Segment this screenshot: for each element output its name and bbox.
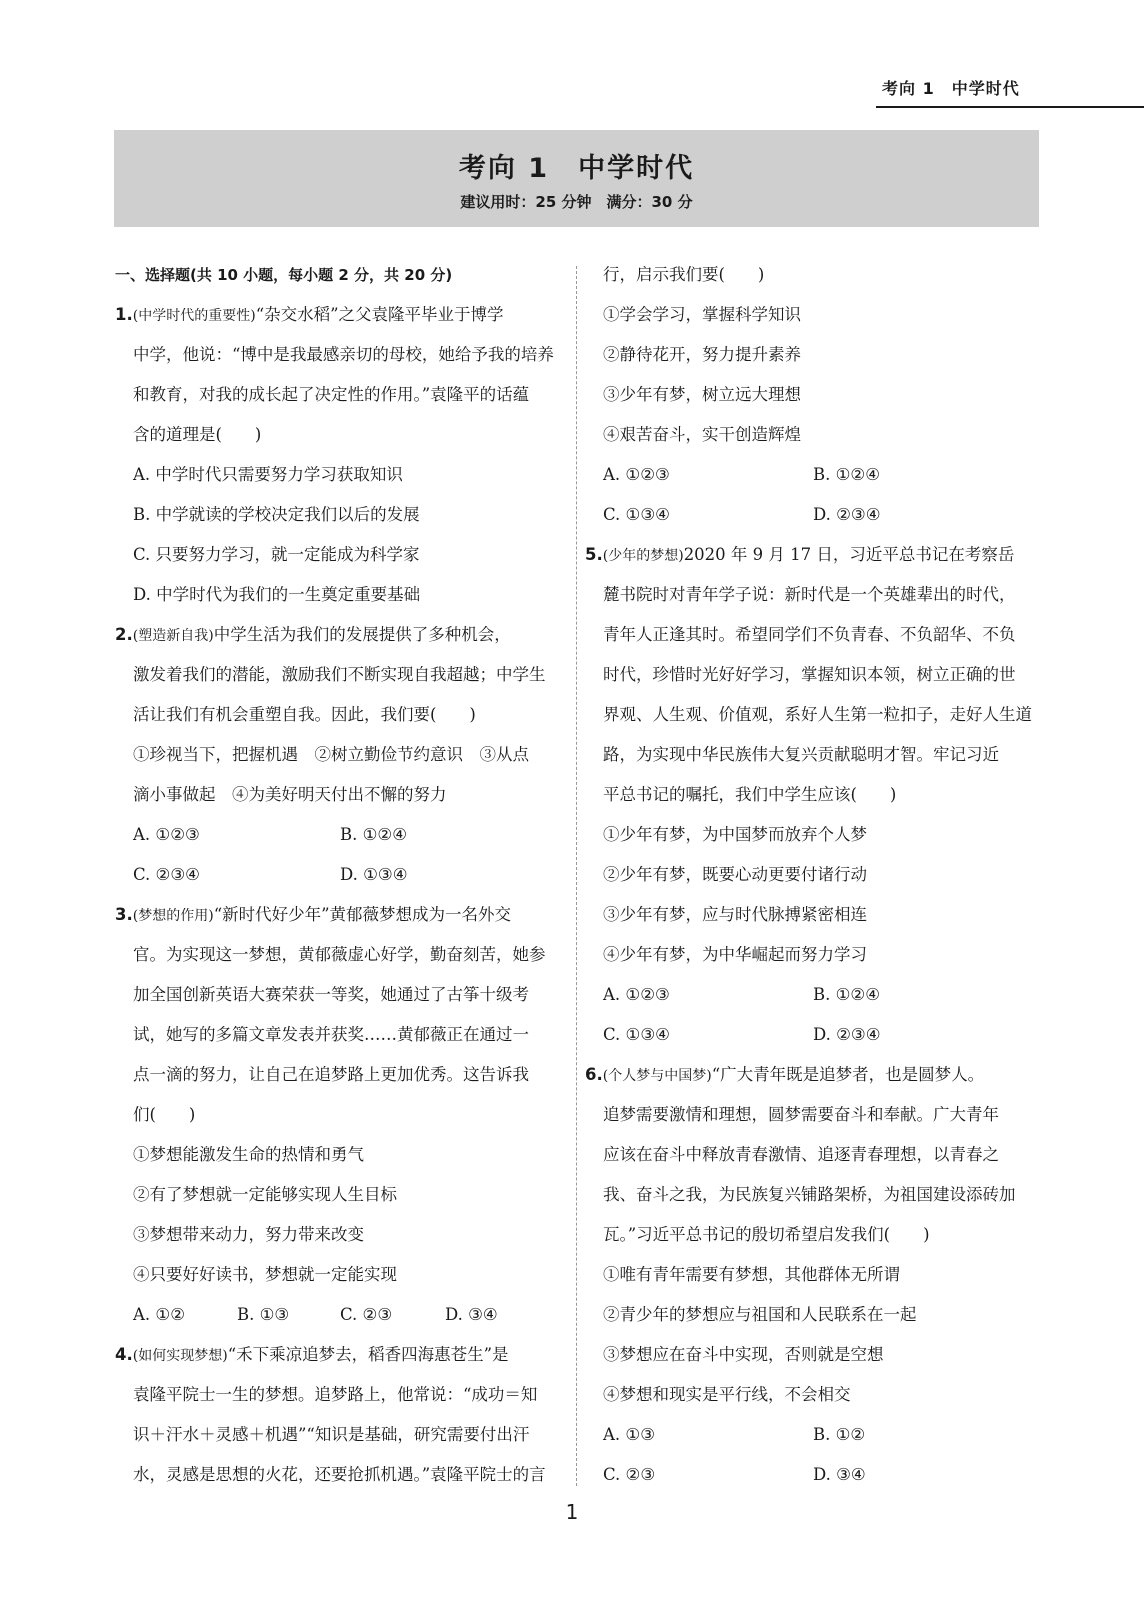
question-text: 行，启示我们要( ) [603,265,765,284]
option: D. ①③④ [340,865,408,884]
option-row [603,984,1043,1024]
question-text: ②静待花开，努力提升素养 [603,345,801,364]
option: D. ③④ [813,1465,866,1484]
option: C. ①③④ [603,1025,670,1044]
question-text: ④少年有梦，为中华崛起而努力学习 [603,945,867,964]
question-text: ③梦想带来动力，努力带来改变 [133,1225,364,1244]
option: C. ②③ [603,1465,656,1484]
question-text: ②青少年的梦想应与祖国和人民联系在一起 [603,1305,917,1324]
option: B. ①② [813,1425,866,1444]
question-1 [115,304,575,624]
option: B. 中学就读的学校决定我们以后的发展 [133,505,420,524]
question-text: 中学，他说：“博中是我最感亲切的母校，她给予我的培养 [133,345,554,364]
question-topic: (个人梦与中国梦) [602,1068,712,1084]
option-row [603,464,1043,504]
question-line [585,544,1043,584]
option: B. ①②④ [813,985,880,1004]
question-text: 含的道理是( ) [133,425,262,444]
option: A. ①③ [603,1425,655,1444]
option: A. ①②③ [133,825,200,844]
column-divider [576,266,577,1486]
question-text: 界观、人生观、价值观，系好人生第一粒扣子，走好人生道 [603,705,1032,724]
option: A. ①② [133,1305,185,1324]
option-row [115,1304,575,1344]
question-text: “杂交水稻”之父袁隆平毕业于博学 [255,305,504,324]
option: D. ③④ [445,1305,498,1324]
option: B. ①③ [237,1305,290,1324]
question-3 [115,904,575,1344]
option-row [115,864,575,904]
question-text: 和教育，对我的成长起了决定性的作用。”袁隆平的话蕴 [133,385,530,404]
question-line [115,304,575,344]
option: A. 中学时代只需要努力学习获取知识 [133,465,403,484]
question-text: ①学会学习，掌握科学知识 [603,305,801,324]
question-2 [115,624,575,904]
question-text: 青年人正逢其时。希望同学们不负青春、不负韶华、不负 [603,625,1016,644]
question-text: 激发着我们的潜能，激励我们不断实现自我超越；中学生 [133,665,546,684]
question-text: 时代，珍惜时光好好学习，掌握知识本领，树立正确的世 [603,665,1016,684]
option: C. ①③④ [603,505,670,524]
question-topic: (塑造新自我) [132,628,214,644]
question-text: ②少年有梦，既要心动更要付诸行动 [603,865,867,884]
question-text: ①少年有梦，为中国梦而放弃个人梦 [603,825,867,844]
section-heading: 一、选择题(共 10 小题，每小题 2 分，共 20 分) [115,266,453,284]
option-row [603,504,1043,544]
question-6 [585,1064,1043,1504]
question-4-continued [603,264,1043,544]
question-text: 袁隆平院士一生的梦想。追梦路上，他常说：“成功＝知 [133,1385,538,1404]
option: D. ②③④ [813,1025,881,1044]
page-number: 1 [565,1500,579,1524]
option-row [603,1024,1043,1064]
option: B. ①②④ [340,825,407,844]
question-number: 6. [585,1065,603,1084]
question-text: 水，灵感是思想的火花，还要抢抓机遇。”袁隆平院士的言 [133,1465,546,1484]
question-topic: (中学时代的重要性) [132,308,256,324]
question-text: “广大青年既是追梦者，也是圆梦人。 [711,1065,985,1084]
option-row [603,1464,1043,1504]
question-text: 2020 年 9 月 17 日，习近平总书记在考察岳 [683,545,1015,564]
question-text: 识＋汗水＋灵感＋机遇”“知识是基础，研究需要付出汗 [133,1425,530,1444]
question-topic: (梦想的作用) [132,908,214,924]
option: D. ②③④ [813,505,881,524]
option: A. ①②③ [603,465,670,484]
page-subtitle: 建议用时：25 分钟 满分：30 分 [460,193,693,211]
question-text: ④梦想和现实是平行线，不会相交 [603,1385,851,1404]
question-text: 活让我们有机会重塑自我。因此，我们要( ) [133,705,476,724]
question-number: 1. [115,305,133,324]
question-text: ①梦想能激发生命的热情和勇气 [133,1145,364,1164]
question-text: ③少年有梦，树立远大理想 [603,385,801,404]
page-title: 考向 1 中学时代 [458,153,695,184]
question-text: ①珍视当下，把握机遇 ②树立勤俭节约意识 ③从点 [133,745,529,764]
running-header [876,76,1144,108]
question-text: ④艰苦奋斗，实干创造辉煌 [603,425,801,444]
right-column [585,264,1043,1504]
question-line [115,904,575,944]
question-text: 平总书记的嘱托，我们中学生应该( ) [603,785,897,804]
title-banner [114,130,1039,227]
question-5 [585,544,1043,1064]
question-text: 路，为实现中华民族伟大复兴贡献聪明才智。牢记习近 [603,745,999,764]
question-line [585,1064,1043,1104]
question-text: 应该在奋斗中释放青春激情、追逐青春理想，以青春之 [603,1145,999,1164]
option-row [603,1424,1043,1464]
question-text: ①唯有青年需要有梦想，其他群体无所谓 [603,1265,900,1284]
running-header-title: 考向 1 中学时代 [882,79,1020,98]
question-number: 2. [115,625,133,644]
question-text: ③少年有梦，应与时代脉搏紧密相连 [603,905,867,924]
option: C. ②③④ [133,865,200,884]
question-text: ④只要好好读书，梦想就一定能实现 [133,1265,397,1284]
question-text: 我、奋斗之我，为民族复兴铺路架桥，为祖国建设添砖加 [603,1185,1016,1204]
question-topic: (如何实现梦想) [132,1348,228,1364]
question-line [115,624,575,664]
question-text: 们( ) [133,1105,196,1124]
option: C. ②③ [340,1305,393,1324]
left-column [115,264,575,1504]
question-text: 点一滴的努力，让自己在追梦路上更加优秀。这告诉我 [133,1065,529,1084]
question-text: 官。为实现这一梦想，黄郁薇虚心好学，勤奋刻苦，她参 [133,945,546,964]
question-line [115,1344,575,1384]
question-text: ③梦想应在奋斗中实现，否则就是空想 [603,1345,884,1364]
question-text: 麓书院时对青年学子说：新时代是一个英雄辈出的时代， [603,585,1016,604]
question-text: 滴小事做起 ④为美好明天付出不懈的努力 [133,785,447,804]
option: B. ①②④ [813,465,880,484]
question-number: 4. [115,1345,133,1364]
option: D. 中学时代为我们的一生奠定重要基础 [133,585,421,604]
question-text: 加全国创新英语大赛荣获一等奖，她通过了古筝十级考 [133,985,529,1004]
question-4 [115,1344,575,1504]
question-text: “禾下乘凉追梦去，稻香四海惠苍生”是 [227,1345,509,1364]
question-text: 试，她写的多篇文章发表并获奖……黄郁薇正在通过一 [133,1025,529,1044]
question-number: 3. [115,905,133,924]
question-text: 追梦需要激情和理想，圆梦需要奋斗和奉献。广大青年 [603,1105,999,1124]
option: A. ①②③ [603,985,670,1004]
question-number: 5. [585,545,603,564]
question-text: ②有了梦想就一定能够实现人生目标 [133,1185,397,1204]
question-topic: (少年的梦想) [602,548,684,564]
question-text: 瓦。”习近平总书记的殷切希望启发我们( ) [603,1225,930,1244]
question-text: “新时代好少年”黄郁薇梦想成为一名外交 [213,905,512,924]
question-text: 中学生活为我们的发展提供了多种机会， [213,625,511,644]
option: C. 只要努力学习，就一定能成为科学家 [133,545,420,564]
option-row [115,824,575,864]
